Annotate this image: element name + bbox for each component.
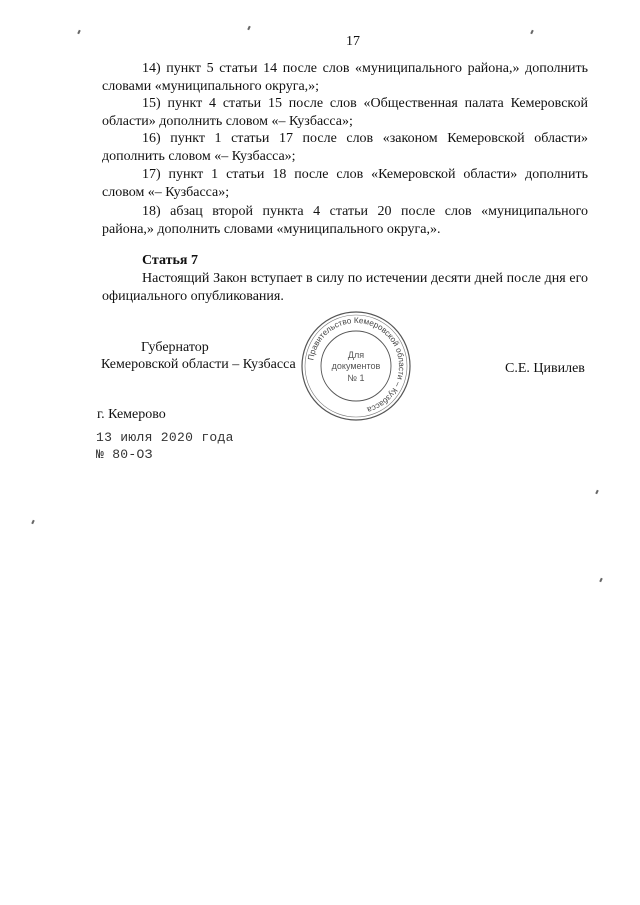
scan-speck [599,578,603,582]
city: г. Кемерово [97,407,166,422]
signatory-region: Кемеровской области – Кузбасса [101,357,296,372]
list-item: 18) абзац второй пункта 4 статьи 20 после слов «муниципального района,» дополнить словами «муниципального округа,». [102,204,588,237]
article-heading: Статья 7 [142,253,198,268]
list-item: 17) пункт 1 статьи 18 после слов «Кемеровской области» дополнить словом «– Кузбасса»; [102,167,588,200]
official-stamp [300,310,412,422]
stamp-line-3: № 1 [347,373,365,383]
scan-speck [247,26,251,30]
scan-speck [31,520,35,524]
stamp-line-1: Для [347,350,365,360]
stamp-line-2: документов [331,361,381,371]
law-date: 13 июля 2020 года [96,430,234,445]
signatory-name: С.Е. Цивилев [505,361,585,376]
law-number: № 80-ОЗ [96,447,153,462]
scan-speck [77,30,81,34]
article-body: Настоящий Закон вступает в силу по истечении десяти дней после дня его официального опубликования. [102,271,588,304]
scan-speck [530,30,534,34]
list-item: 15) пункт 4 статьи 15 после слов «Общественная палата Кемеровской области» дополнить словом «– Кузбасса»; [102,96,588,129]
signatory-title: Губернатор [141,340,209,355]
list-item: 14) пункт 5 статьи 14 после слов «муниципального района,» дополнить словами «муниципального округа,»; [102,61,588,94]
stamp-ring-text: Правительство Кемеровской области – Кузбасса [306,315,407,415]
scan-speck [595,490,599,494]
page-number: 17 [346,34,360,49]
list-item: 16) пункт 1 статьи 17 после слов «законом Кемеровской области» дополнить словом «– Кузбасса»; [102,131,588,164]
